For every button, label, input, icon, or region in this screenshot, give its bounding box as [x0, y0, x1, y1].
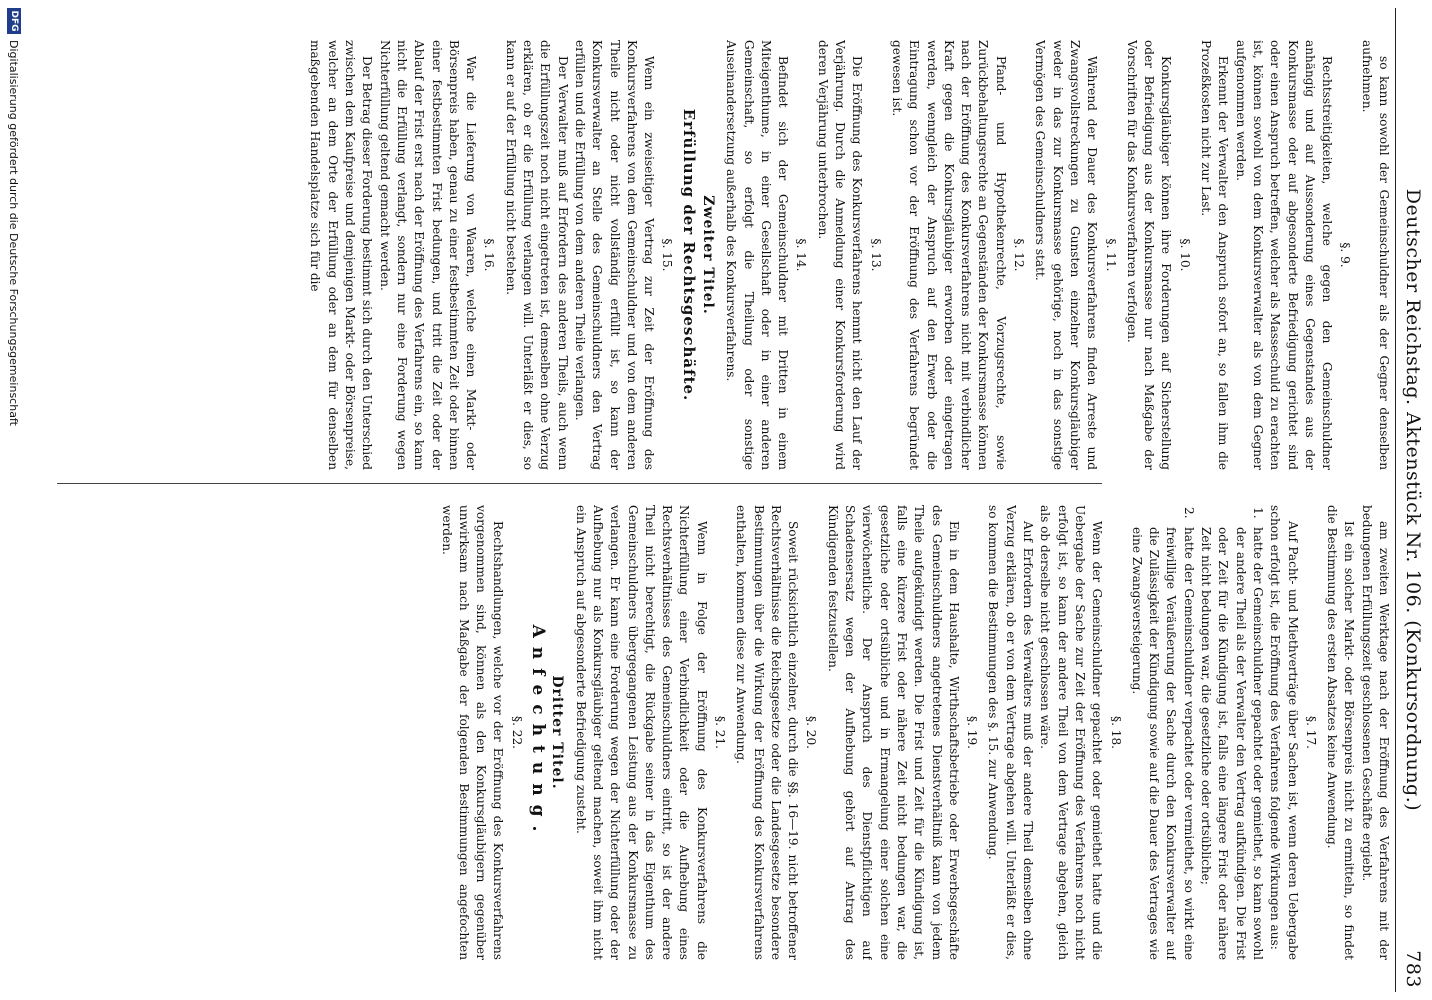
paragraph: Ein in dem Haushalte, Wirthschaftsbetriebe oder Erwerbsgeschäfte des Gemeinschuldners angetretenes Dienstverhältniß kann von jedem Theile aufgekündigt werden. Die Frist und Zeit für die Kündigung ist, falls eine kürzere Frist oder nähere Zeit nicht bedungen war, die gesetzliche oder ortsübliche und in Ermangelung einer solchen eine vierwöchentliche. Der Anspruch des Dienstpflichtigen auf Schadensersatz wegen der Aufhebung gehört auf Antrag des Kündigenden festzustellen.	[825, 505, 961, 960]
list-item	[1197, 505, 1266, 960]
header-rule	[1395, 8, 1396, 992]
right-column	[56, 505, 1392, 960]
paragraph: Die Eröffnung des Konkursverfahrens hemmt nicht den Lauf der Verjährung. Durch die Anmeldung einer Konkursforderung wird deren Verjährung unterbrochen.	[815, 40, 865, 470]
paragraph: War die Lieferung von Waaren, welche einen Markt- oder Börsenpreis haben, genau zu einer festbestimmten Zeit oder binnen einer festbestimmten Frist bedungen, und tritt die Zeit oder der Ablauf der Frist erst nach der Eröffnung des Verfahrens ein, so kann nicht die Erfüllung verlangt, sondern nur eine Forderung wegen Nichterfüllung geltend gemacht werden.	[377, 40, 479, 470]
page-header	[1398, 12, 1424, 988]
paragraph: so kann sowohl der Gemeinschuldner als der Gegner denselben aufnehmen.	[1359, 40, 1391, 470]
list-item-number: 1.	[1250, 507, 1265, 519]
section-number: §. 18.	[1108, 716, 1123, 749]
section-number: §. 14.	[794, 238, 809, 272]
paragraph: Pfand- und Hypothekenrechte, Vorzugsrechte, sowie Zurückbehaltungsrechte an Gegenständen der Konkursmasse können nach der Eröffnung des Konkursverfahrens nicht mit verbindlicher Kraft gegen die Konkursgläubiger erworben oder eingetragen werden, wenngleich der Anspruch auf den Erwerb oder die Eintragung schon vor der Eröffnung des Verfahrens begründet gewesen ist.	[889, 40, 1008, 470]
section-number: §. 15.	[660, 238, 675, 272]
section-number: §. 20.	[804, 716, 819, 749]
page-number: 783	[1402, 950, 1424, 988]
list-item-text: hatte der Gemeinschuldner verpachtet oder vermiethet, so wirkt eine freiwillige Veräußerung der Sache durch den Konkursverwalter auf die Zulässigkeit der Kündigung sowie auf die Dauer des Vertrages wie eine Zwangsversteigerung.	[1129, 527, 1196, 960]
paragraph: Wenn ein zweiseitiger Vertrag zur Zeit der Eröffnung des Konkursverfahrens von dem Gemeinschuldner und von dem anderen Theile nicht oder nicht vollständig erfüllt ist, so kann der Konkursverwalter an Stelle des Gemeinschuldners den Vertrag erfüllen und die Erfüllung von dem anderen Theile verlangen.	[572, 40, 657, 470]
paragraph: Rechtshandlungen, welche vor der Eröffnung des Konkursverfahrens vorgenommen sind, können als den Konkursgläubigern gegenüber unwirksam nach Maßgabe der folgenden Bestimmungen angefochten werden.	[439, 505, 506, 960]
paragraph: Soweit rücksichtlich einzelner, durch die §§. 16—19. nicht betroffener Rechtsverhältnisse die Reichsgesetze oder die Landesgesetze besondere Bestimmungen über die Wirkung der Eröffnung des Konkursverfahrens enthalten, kommen diese zur Anwendung.	[734, 505, 801, 960]
section-number: §. 13.	[868, 238, 883, 272]
column-divider	[57, 483, 1102, 484]
digitization-credit: Digitalisierung gefördert durch die Deutsche Forschungsgemeinschaft	[7, 40, 21, 426]
paragraph: Konkursgläubiger können ihre Forderungen auf Sicherstellung oder Befriedigung aus der Konkursmasse nur nach Maßgabe der Vorschriften für das Konkursverfahren verfolgen.	[1124, 40, 1174, 470]
paragraph: Wenn der Gemeinschuldner gepachtet oder gemiethet hatte und die Uebergabe der Sache zur Zeit der Eröffnung des Verfahrens noch nicht erfolgt ist, so kann der andere Theil von dem Vertrage abgehen, gleich als ob derselbe nicht geschlossen wäre.	[1038, 505, 1105, 960]
section-number: §. 19.	[965, 716, 980, 749]
paragraph: Der Betrag dieser Forderung bestimmt sich durch den Unterschied zwischen dem Kaufpreise und demjenigen Markt- oder Börsenpreise, welcher an dem Orte der Erfüllung oder an dem für denselben maßgebenden Handelsplatze sich für die	[308, 40, 375, 470]
paragraph: Auf Pacht- und Miethverträge über Sachen ist, wenn deren Uebergabe schon erfolgt ist, die Eröffnung des Verfahrens folgende Wirkungen aus:	[1268, 505, 1300, 960]
section-number: §. 21.	[713, 716, 728, 749]
digitization-footer	[4, 0, 24, 1000]
paragraph: am zweiten Werktage nach der Eröffnung des Verfahrens mit der bedungenen Erfüllungszeit geschlossenen Geschäfte ergiebt.	[1359, 505, 1391, 960]
section-number: §. 11.	[1103, 238, 1118, 272]
subtitle-heading: Anfechtung.	[528, 624, 549, 841]
list-item-text: hatte der Gemeinschuldner gepachtet oder gemiethet, so kann sowohl der andere Theil als der Verwalter den Vertrag aufkündigen. Die Frist oder Zeit für die Kündigung ist, falls eine längere Frist oder nähere Zeit nicht bedungen war, die gesetzliche oder ortsübliche;	[1199, 527, 1265, 960]
paragraph: Während der Dauer des Konkursverfahrens finden Arreste und Zwangsvollstreckungen zu Gunsten einzelner Konkursgläubiger weder in das zur Konkursmasse gehörige, noch in das sonstige Vermögen des Gemeinschuldners statt.	[1033, 40, 1100, 470]
paragraph: Wenn in Folge der Eröffnung des Konkursverfahrens die Nichterfüllung einer Verbindlichkeit oder die Aufhebung eines Rechtsverhältnisses des Gemeinschuldners eintritt, so ist der andere Theil nicht berechtigt, die Rückgabe seiner in das Eigenthum des Gemeinschuldners übergegangenen Leistung aus der Konkursmasse zu verlangen. Er kann eine Forderung wegen der Nichterfüllung oder der Aufhebung nur als Konkursgläubiger geltend machen, soweit ihm nicht ein Anspruch auf abgesonderte Befriedigung zusteht.	[573, 505, 709, 960]
paragraph: Befindet sich der Gemeinschuldner mit Dritten in einem Miteigenthume, in einer Gesellschaft oder in einer anderen Gemeinschaft, so erfolgt die Theilung oder sonstige Auseinandersetzung außerhalb des Konkursverfahrens.	[724, 40, 791, 470]
section-number: §. 22.	[509, 716, 524, 749]
title-heading: Dritter Titel.	[549, 675, 566, 790]
paragraph: Rechtsstreitigkeiten, welche gegen den Gemeinschuldner anhängig und auf Aussonderung eines Gegenstandes aus der Konkursmasse oder auf abgesonderte Befriedigung gerichtet sind oder einen Anspruch betreffen, welcher als Masseschuld zu erachten ist, können sowohl von dem Konkursverwalter als von dem Gegner aufgenommen werden.	[1233, 40, 1335, 470]
list-item	[1128, 505, 1197, 960]
section-number: §. 9.	[1338, 242, 1353, 268]
section-number: §. 16.	[482, 238, 497, 272]
running-title: Deutscher Reichstag. Aktenstück Nr. 106. (Konkursordnung.)	[1402, 188, 1424, 812]
paragraph: Erkennt der Verwalter den Anspruch sofort an, so fallen ihm die Prozeßkosten nicht zur Last.	[1199, 40, 1231, 470]
section-number: §. 17.	[1303, 716, 1318, 749]
paragraph: Auf Erfordern des Verwalters muß der andere Theil demselben ohne Verzug erklären, ob er von dem Vertrage abgehen will. Unterläßt er dies, so kommen die Bestimmungen des §. 15. zur Anwendung.	[986, 505, 1036, 960]
section-number: §. 10.	[1177, 238, 1192, 272]
list-item-number: 2.	[1181, 507, 1196, 519]
dfg-logo: DFG	[7, 8, 21, 34]
title-heading: Zweiter Titel.	[700, 195, 717, 315]
section-number: §. 12.	[1012, 238, 1027, 272]
subtitle-heading: Erfüllung der Rechtsgeschäfte.	[679, 108, 698, 402]
paragraph: Der Verwalter muß auf Erfordern des anderen Theils, auch wenn die Erfüllungszeit noch nicht eingetreten ist, demselben ohne Verzug erklären, ob er die Erfüllung verlangen will. Unterläßt er dies, so kann er auf der Erfüllung nicht bestehen.	[503, 40, 570, 470]
paragraph: Ist ein solcher Markt- oder Börsenpreis nicht zu ermitteln, so findet die Bestimmung des ersten Absatzes keine Anwendung.	[1325, 505, 1357, 960]
left-column	[56, 40, 1392, 470]
